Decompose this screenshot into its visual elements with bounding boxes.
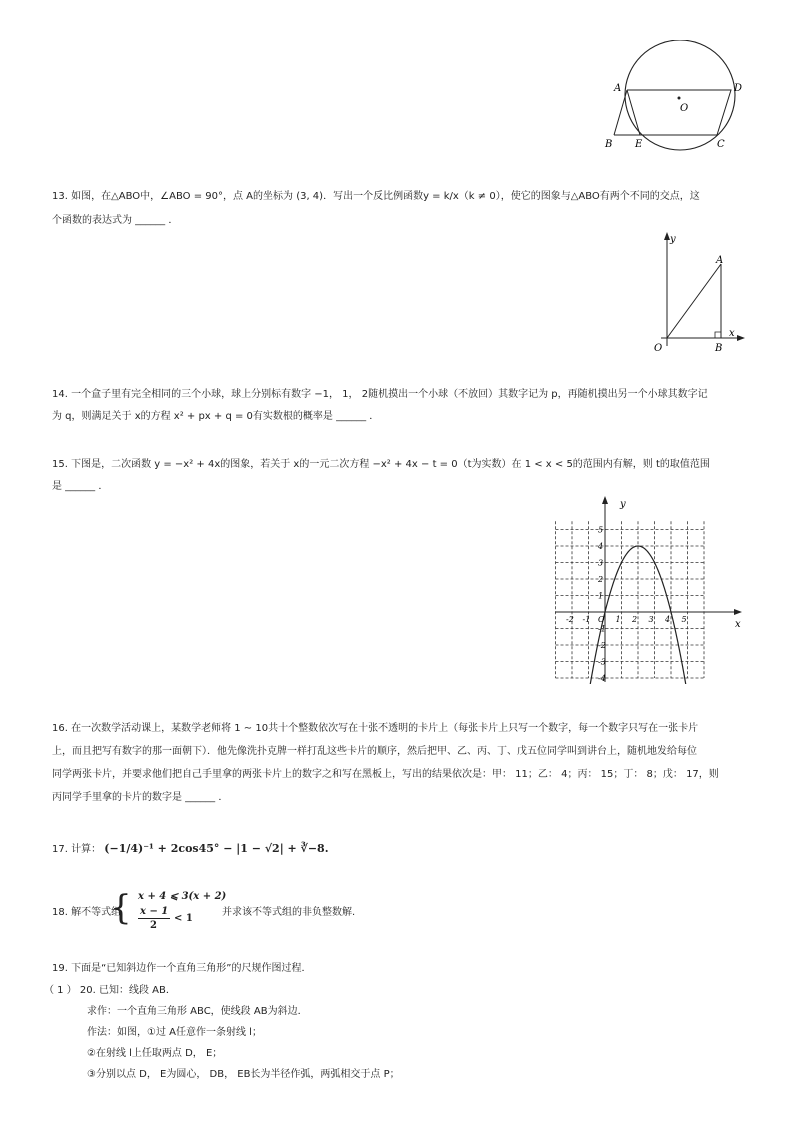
x-tick-label: 2 xyxy=(632,615,638,624)
q18-inequality-1: x + 4 ⩽ 3(x + 2) xyxy=(138,891,227,902)
q19-line3: 求作：一个直角三角形 ABC，使线段 AB为斜边． xyxy=(87,1006,308,1017)
x-tick-label: -1 xyxy=(582,615,591,624)
q16-line1: 16. 在一次数学活动课上，某数学老师将 1 ∼ 10共十个整数依次写在十张不透明的卡片上（每张卡片上只写一个数字，每一个数字只写在一张卡片 xyxy=(52,723,699,734)
dashed-grid xyxy=(556,521,705,678)
label-b: B xyxy=(605,139,613,150)
label-o: O xyxy=(680,103,689,114)
x-tick-label: -2 xyxy=(566,615,574,624)
label-c: C xyxy=(717,139,725,150)
axis-label-y: y xyxy=(620,499,626,510)
x-tick-label: 3 xyxy=(648,615,654,624)
q18-inequality-2-rhs: < 1 xyxy=(174,913,193,924)
label-o: O xyxy=(654,343,663,354)
label-b: B xyxy=(715,343,723,354)
q16-line2: 上，而且把写有数字的那一面朝下）．他先像洗扑克牌一样打乱这些卡片的顺序，然后把甲、乙、丙、丁、戊五位同学叫到讲台上，随机地发给每位 xyxy=(52,746,697,757)
q18-fraction-num: x − 1 xyxy=(140,906,169,917)
x-tick-label: 1 xyxy=(615,615,621,624)
origin-label: O xyxy=(598,615,605,624)
q16-line4: 丙同学手里拿的卡片的数字是 ______ ． xyxy=(52,792,229,803)
q18-fraction-bar xyxy=(138,918,170,919)
y-tick-label: 5 xyxy=(598,525,604,535)
q17-expression: (−1/4)⁻¹ + 2cos45° − |1 − √2| + ∛−8. xyxy=(104,842,329,855)
label-y: y xyxy=(670,234,676,245)
y-tick-label: -3 xyxy=(598,657,606,667)
label-d: D xyxy=(734,83,743,94)
q18-fraction-den: 2 xyxy=(150,920,157,931)
label-x: x xyxy=(729,328,735,339)
q19-line2: （ 1 ） 20. 已知：线段 AB． xyxy=(44,985,176,996)
y-tick-label: -1 xyxy=(598,624,606,634)
y-tick-label: 3 xyxy=(598,558,604,568)
y-arrow xyxy=(602,496,608,504)
x-arrow xyxy=(734,609,742,615)
circle-o xyxy=(625,40,735,150)
parabola-graph xyxy=(550,494,745,684)
triangle-aob-figure xyxy=(645,228,755,358)
q17-line xyxy=(52,842,329,857)
segment-oa xyxy=(667,264,721,338)
x-tick-label: 5 xyxy=(681,615,687,624)
q19-line5: ②在射线 l上任取两点 D， E； xyxy=(87,1048,223,1059)
q15-line1: 15. 下图是，二次函数 y = −x² + 4x的图象，若关于 x的一元二次方程 −x² + 4x − t = 0（t为实数）在 1 < x < 5的范围内有解，则 t的取值范围 xyxy=(52,459,710,470)
label-e: E xyxy=(635,139,643,150)
y-tick-label: 2 xyxy=(598,575,604,584)
q18-prefix: 18. 解不等式组 xyxy=(52,907,122,918)
q13-line2: 个函数的表达式为 ______ ． xyxy=(52,215,179,226)
q15-line2: 是 ______ ． xyxy=(52,481,109,492)
y-tick-label: 1 xyxy=(598,591,604,601)
right-angle-mark xyxy=(715,332,721,338)
x-tick-label: 4 xyxy=(665,615,671,624)
y-tick-label: -2 xyxy=(598,641,606,650)
q19-line4: 作法：如图，①过 A任意作一条射线 l； xyxy=(87,1027,262,1038)
q13-line1: 13. 如图，在△ABO中，∠ABO = 90°，点 A的坐标为 (3, 4)．写出一个反比例函数y = k/x（k ≠ 0），使它的图象与△ABO有两个不同的交点，这 xyxy=(52,191,700,202)
q18-suffix: 并求该不等式组的非负整数解. xyxy=(222,907,356,918)
q14-line1: 14. 一个盒子里有完全相同的三个小球，球上分别标有数字 −1， 1， 2随机摸出一个小球（不放回）其数字记为 p，再随机摸出另一个小球其数字记 xyxy=(52,389,708,400)
q19-line6: ③分别以点 D， E为圆心， DB， EB长为半径作弧，两弧相交于点 P； xyxy=(87,1069,400,1080)
x-arrow xyxy=(737,335,745,341)
q19-line1: 19. 下面是“已知斜边作一个直角三角形”的尺规作图过程． xyxy=(52,963,312,974)
circle-figure xyxy=(600,40,760,155)
segment-ab xyxy=(614,90,627,135)
axis-label-x: x xyxy=(735,619,741,630)
y-tick-label: 4 xyxy=(598,542,604,551)
label-a: A xyxy=(716,255,724,266)
q17-prefix: 17. 计算： xyxy=(52,844,102,855)
label-a: A xyxy=(614,83,622,94)
y-tick-label: -4 xyxy=(598,674,606,683)
q16-line3: 同学两张卡片，并要求他们把自己手里拿的两张卡片上的数字之和写在黑板上，写出的结果依次是：甲： 11；乙： 4；丙： 15；丁： 8；戊： 17，则 xyxy=(52,769,719,780)
center-dot xyxy=(678,97,681,100)
q14-line2: 为 q，则满足关于 x的方程 x² + px + q = 0有实数根的概率是 ______ ． xyxy=(52,411,380,422)
q18-brace: { xyxy=(110,888,132,928)
